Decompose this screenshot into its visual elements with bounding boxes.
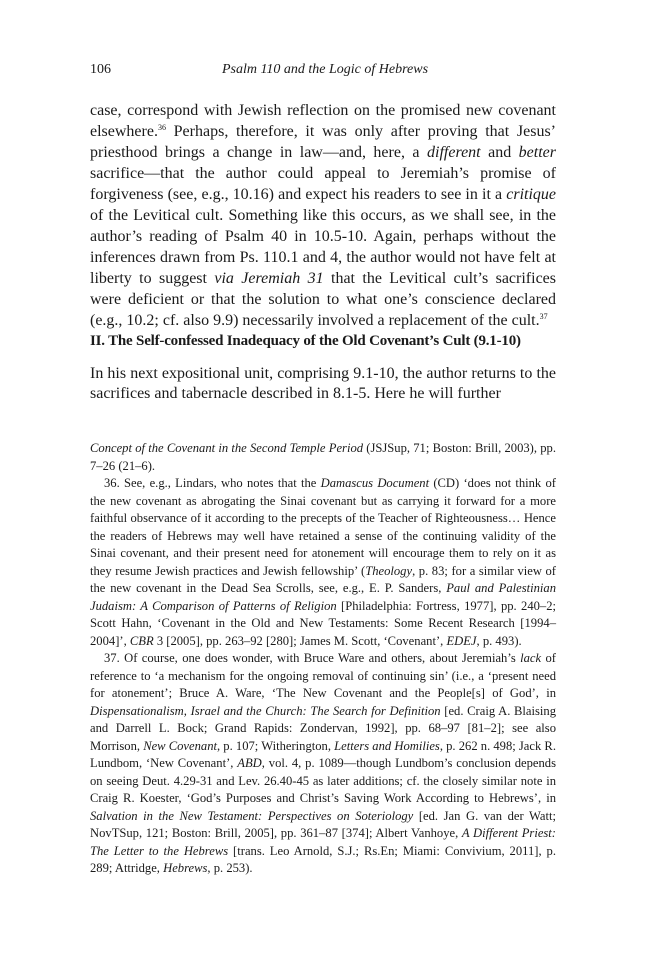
citation-title: EDEJ xyxy=(446,633,477,648)
text-run: 37. Of course, one does wonder, with Bruce Ware and others, about Jeremiah’s xyxy=(104,651,521,665)
citation-title: ABD xyxy=(237,756,262,770)
emphasis: critique xyxy=(506,186,556,203)
footnote-ref-37: 37 xyxy=(539,312,548,321)
emphasis: via Jeremiah 31 xyxy=(214,270,324,287)
text-run: 3 [2005], pp. 263–92 [280]; James M. Scott, ‘Covenant’, xyxy=(153,633,447,648)
text-run: , p. 262 n. 498; Jack R. Lundbom, ‘New Covenant’, xyxy=(90,738,556,770)
paragraph-1 xyxy=(90,100,556,331)
citation-title: CBR xyxy=(129,633,154,648)
section-heading: II. The Self-confessed Inadequacy of the Old Covenant’s Cult (9.1-10) xyxy=(90,333,521,349)
text-run: , p. 253). xyxy=(207,861,253,875)
text-run: that the Levitical cult’s sacrifices were deficient or that the solution to what one’s conscience declared (e.g., 10.2; cf. also 9.9) necessarily involved a replacement of the cult. xyxy=(90,270,556,329)
citation-title: Concept of the Covenant in the Second Temple Period xyxy=(90,441,364,455)
footnote-ref-36: 36 xyxy=(157,123,166,132)
text-run: of the Levitical cult. Something like this occurs, as we shall see, in the author’s reading of Psalm 40 in 10.5-10. Again, perhaps without the inferences drawn from Ps. 110.1 and 4, the author would not have felt at liberty to suggest xyxy=(90,207,556,287)
citation-title: Salvation in the New Testament: Perspectives on Soteriology xyxy=(90,808,414,823)
footnote-36 xyxy=(90,475,556,650)
emphasis: better xyxy=(518,144,556,161)
emphasis: lack xyxy=(520,651,542,665)
text-run: , p. 83; for a similar view of the new covenant in the Dead Sea Scrolls, see, e.g., E. P. Sanders, xyxy=(90,563,556,595)
footnote-37 xyxy=(90,650,556,878)
citation-title: Hebrews xyxy=(163,861,208,875)
footnotes xyxy=(90,440,556,878)
text-run: of reference to ‘a mechanism for the ongoing removal of continuing sin’ (i.e., a ‘present need for atonement’; Bruce A. Ware, ‘The New Covenant and the People[s] of God’, in xyxy=(90,651,556,700)
citation-title: Theology xyxy=(365,563,413,578)
text-run: , p. 107; Witherington, xyxy=(217,738,335,753)
citation-title: Damascus Document xyxy=(320,476,430,490)
page-number: 106 xyxy=(90,62,111,77)
citation-title: New Covenant xyxy=(143,738,217,753)
text-run: [ed. Craig A. Blaising and Darrell L. Bock; Grand Rapids: Zondervan, 1992], pp. 68–97 [81–2]; see also Morrison, xyxy=(90,703,556,753)
text-run: , vol. 4, p. 1089—though Lundbom’s conclusion depends on seeing Deut. 4.29-31 and Lev. 26.40-45 as later additions; cf. the closely similar note in Craig R. Koester, ‘God’s Purposes and Christ’s Saving Work According to Hebrews’, in xyxy=(90,756,556,805)
text-run: case, correspond with Jewish reflection on the promised new covenant elsewhere. xyxy=(90,102,556,140)
text-run: (JSJSup, 71; Boston: Brill, 2003), pp. 7–26 (21–6). xyxy=(90,441,556,473)
citation-title: A Different Priest: The Letter to the Hebrews xyxy=(90,826,556,858)
text-run: [Philadelphia: Fortress, 1977], pp. 240–2; Scott Hahn, ‘Covenant in the Old and New Testaments: Some Recent Research [1994–2004]’, xyxy=(90,598,557,648)
citation-title: Paul and Palestinian Judaism: A Comparison of Patterns of Religion xyxy=(90,581,556,613)
text-run: (CD) ‘does not think of the new covenant as abrogating the Sinai covenant but as carrying it forward for a more faithful observance of it according to the precepts of the Teacher of Righteousness… Hence the readers of Hebrews may well have retained a sense of the continuing validity of the Sinai covenant, and their present need for atonement will encourage them to rely on it as they resume Jewish practices and Jewish fellowship’ ( xyxy=(90,476,556,578)
paragraph-2: In his next expositional unit, comprising 9.1-10, the author returns to the sacrifices and tabernacle described in 8.1-5. Here he will further xyxy=(90,365,556,402)
citation-title: Letters and Homilies xyxy=(334,738,440,753)
citation-title: Dispensationalism, Israel and the Church: The Search for Definition xyxy=(90,703,441,718)
running-header xyxy=(90,62,560,82)
text-run: 36. See, e.g., Lindars, who notes that the xyxy=(104,476,321,490)
text-run: [trans. Leo Arnold, S.J.; Rs.En; Miami: Convivium, 2011], p. 289; Attridge, xyxy=(90,843,556,875)
body-text-2 xyxy=(90,364,556,404)
footnote-continuation xyxy=(90,440,556,475)
body-text xyxy=(90,100,556,331)
text-run: [ed. Jan G. van der Watt; NovTSup, 121; Boston: Brill, 2005], pp. 361–87 [374]; Albert Vanhoye, xyxy=(90,808,556,840)
text-run: Perhaps, therefore, it was only after proving that Jesus’ priesthood brings a change in law—and, here, a xyxy=(90,123,556,161)
text-run: sacrifice—that the author could appeal to Jeremiah’s promise of forgiveness (see, e.g., 10.16) and expect his readers to see in it a xyxy=(90,165,556,203)
running-title: Psalm 110 and the Logic of Hebrews xyxy=(221,62,429,77)
text-run: and xyxy=(480,144,519,161)
emphasis: different xyxy=(427,144,481,161)
text-run: , p. 493). xyxy=(476,633,522,648)
